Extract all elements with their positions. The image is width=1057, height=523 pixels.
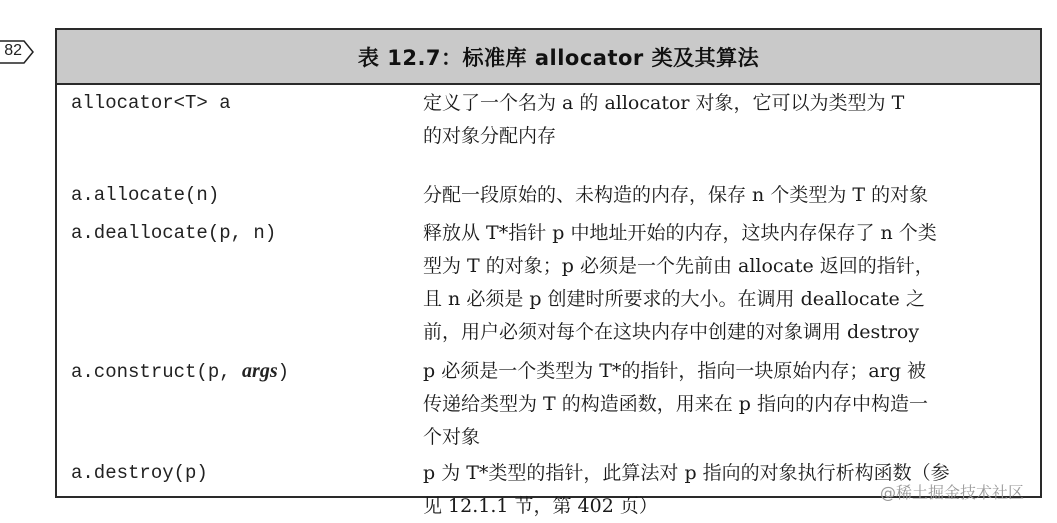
operation-cell: a.deallocate(p, n) bbox=[71, 222, 277, 244]
description-line: 释放从 T*指针 p 中地址开始的内存，这块内存保存了 n 个类 bbox=[423, 222, 937, 244]
description-cell bbox=[423, 355, 1010, 454]
description-line: 定义了一个名为 a 的 allocator 对象，它可以为类型为 T bbox=[423, 92, 905, 114]
page-marker bbox=[0, 40, 34, 64]
description-cell bbox=[423, 217, 1010, 349]
description-cell bbox=[423, 179, 1010, 212]
description-line: 传递给类型为 T 的构造函数，用来在 p 指向的内存中构造一 bbox=[423, 393, 928, 415]
description-line: p 必须是一个类型为 T*的指针，指向一块原始内存；arg 被 bbox=[423, 360, 927, 382]
description-cell bbox=[423, 87, 1010, 153]
operation-suffix: ) bbox=[277, 361, 290, 383]
operation-cell: allocator<T> a bbox=[71, 92, 231, 114]
description-line: 个对象 bbox=[423, 426, 481, 448]
description-line: 的对象分配内存 bbox=[423, 125, 557, 147]
table-title-bar bbox=[57, 30, 1040, 85]
page-marker-number: 82 bbox=[4, 42, 22, 59]
operation-cell: a.destroy(p) bbox=[71, 462, 208, 484]
description-line: 见 12.1.1 节，第 402 页） bbox=[423, 495, 658, 517]
operation-cell: a.allocate(n) bbox=[71, 184, 220, 206]
watermark: @稀土掘金技术社区 bbox=[880, 483, 1025, 502]
description-line: 且 n 必须是 p 创建时所要求的大小。在调用 deallocate 之 bbox=[423, 288, 925, 310]
operation-prefix: a.construct(p, bbox=[71, 361, 243, 383]
operation-args: args bbox=[242, 360, 278, 382]
operation-cell bbox=[71, 355, 289, 389]
description-line: 分配一段原始的、未构造的内存，保存 n 个类型为 T 的对象 bbox=[423, 184, 929, 206]
description-line: p 为 T*类型的指针，此算法对 p 指向的对象执行析构函数（参 bbox=[423, 462, 950, 484]
allocator-table bbox=[55, 28, 1042, 517]
description-line: 型为 T 的对象；p 必须是一个先前由 allocate 返回的指针， bbox=[423, 255, 934, 277]
description-line: 前，用户必须对每个在这块内存中创建的对象调用 destroy bbox=[423, 321, 920, 343]
table-title: 表 12.7：标准库 allocator 类及其算法 bbox=[357, 45, 760, 70]
